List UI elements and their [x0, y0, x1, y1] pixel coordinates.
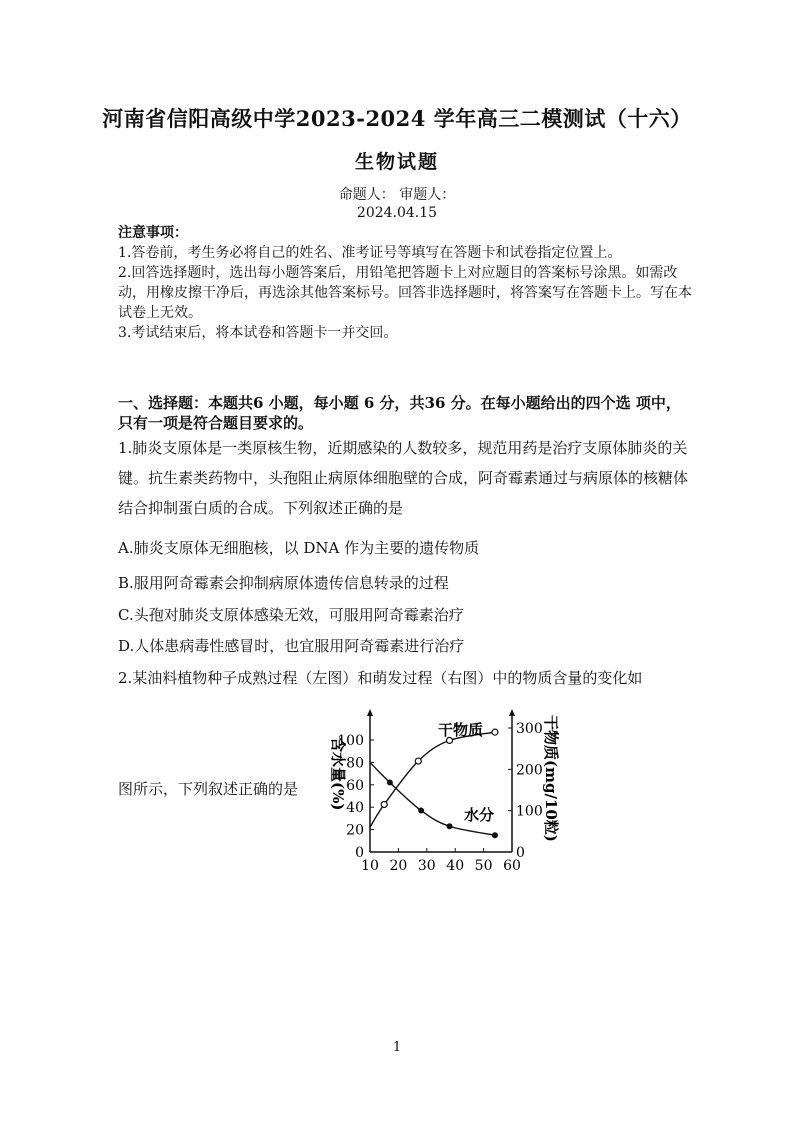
x-tick-label: 30 [417, 858, 436, 874]
dry-matter-point [492, 729, 498, 735]
exam-date: 2024.04.15 [356, 205, 438, 221]
y-right-tick-label: 300 [516, 721, 543, 737]
notice-item: 1.答卷前，考生务必将自己的姓名、准考证号等填写在答题卡和试卷指定位置上。 [118, 245, 622, 261]
x-tick-label: 50 [474, 858, 493, 874]
question-2-stem: 2.某油料植物种子成熟过程（左图）和萌发过程（右图）中的物质含量的变化如 [118, 669, 643, 687]
right-axis-arrow [509, 709, 515, 716]
water-point [492, 832, 498, 838]
page-number: 1 [392, 1040, 402, 1055]
option-c: C.头孢对肺炎支原体感染无效，可服用阿奇霉素治疗 [118, 606, 464, 624]
question-text: 1.肺炎支原体是一类原核生物，近期感染的人数较多，规范用药是治疗支原体肺炎的关键。抗生素类药物中，头孢阻止病原体细胞壁的合成，阿奇霉素通过与病原体的核糖体结合抑制蛋白质的合成。下列叙述正确的是 [118, 439, 689, 517]
option-a: A.肺炎支原体无细胞核，以 DNA 作为主要的遗传物质 [118, 539, 480, 557]
notice-heading: 注意事项： [118, 225, 188, 241]
water-point [418, 808, 424, 814]
option-b: B.服用阿奇霉素会抑制病原体遗传信息转录的过程 [118, 574, 449, 592]
y-right-axis-label: 干物质(mg/10粒) [542, 715, 560, 842]
dry-matter-point [415, 758, 421, 764]
x-tick-label: 40 [446, 858, 465, 874]
x-tick-label: 60 [503, 858, 521, 874]
series-label-dry-matter: 干物质 [438, 721, 484, 739]
x-tick-label: 20 [389, 858, 408, 874]
option-d: D.人体患病毒性感冒时，也宜服用阿奇霉素进行治疗 [118, 637, 465, 655]
page-title: 河南省信阳高级中学2023-2024 学年高三二模测试（十六） [102, 106, 692, 131]
y-left-tick-label: 40 [346, 800, 364, 817]
series-label-water: 水分 [464, 806, 495, 824]
y-left-axis-label: 含水量(%) [329, 737, 347, 811]
section-heading: 一、选择题：本题共6 小题，每小题 6 分，共36 分。在每小题给出的四个选 项中，只有一项是符合题目要求的。 [118, 394, 681, 432]
y-right-tick-label: 0 [516, 845, 525, 861]
paper-subtitle: 生物试题 [354, 151, 439, 173]
left-axis-arrow [367, 709, 373, 716]
dry-matter-point [381, 801, 387, 807]
setter-line: 命题人： 审题人： [338, 187, 456, 203]
y-left-tick-label: 80 [346, 755, 364, 772]
x-tick-label: 10 [361, 858, 379, 874]
y-right-tick-label: 100 [516, 803, 543, 820]
question-2-stem-cont: 图所示，下列叙述正确的是 [118, 780, 299, 798]
y-left-tick-label: 20 [346, 822, 364, 839]
y-right-tick-label: 200 [516, 762, 543, 779]
y-left-tick-label: 100 [337, 733, 364, 749]
question-1-stem [118, 433, 693, 523]
y-left-tick-label: 60 [346, 777, 364, 794]
y-left-tick-label: 0 [355, 845, 364, 861]
water-point [447, 823, 453, 829]
notice-item: 2.回答选择题时，选出每小题答案后，用铅笔把答题卡上对应题目的答案标号涂黑。如需改动，用橡皮擦干净后，再选涂其他答案标号。回答非选择题时，将答案写在答题卡上。写在本试卷上无效。 [118, 265, 692, 321]
notice-item: 3.考试结束后，将本试卷和答题卡一并交回。 [118, 325, 398, 341]
water-point [387, 780, 393, 786]
notice-block [118, 223, 698, 343]
seed-chart [300, 705, 570, 885]
